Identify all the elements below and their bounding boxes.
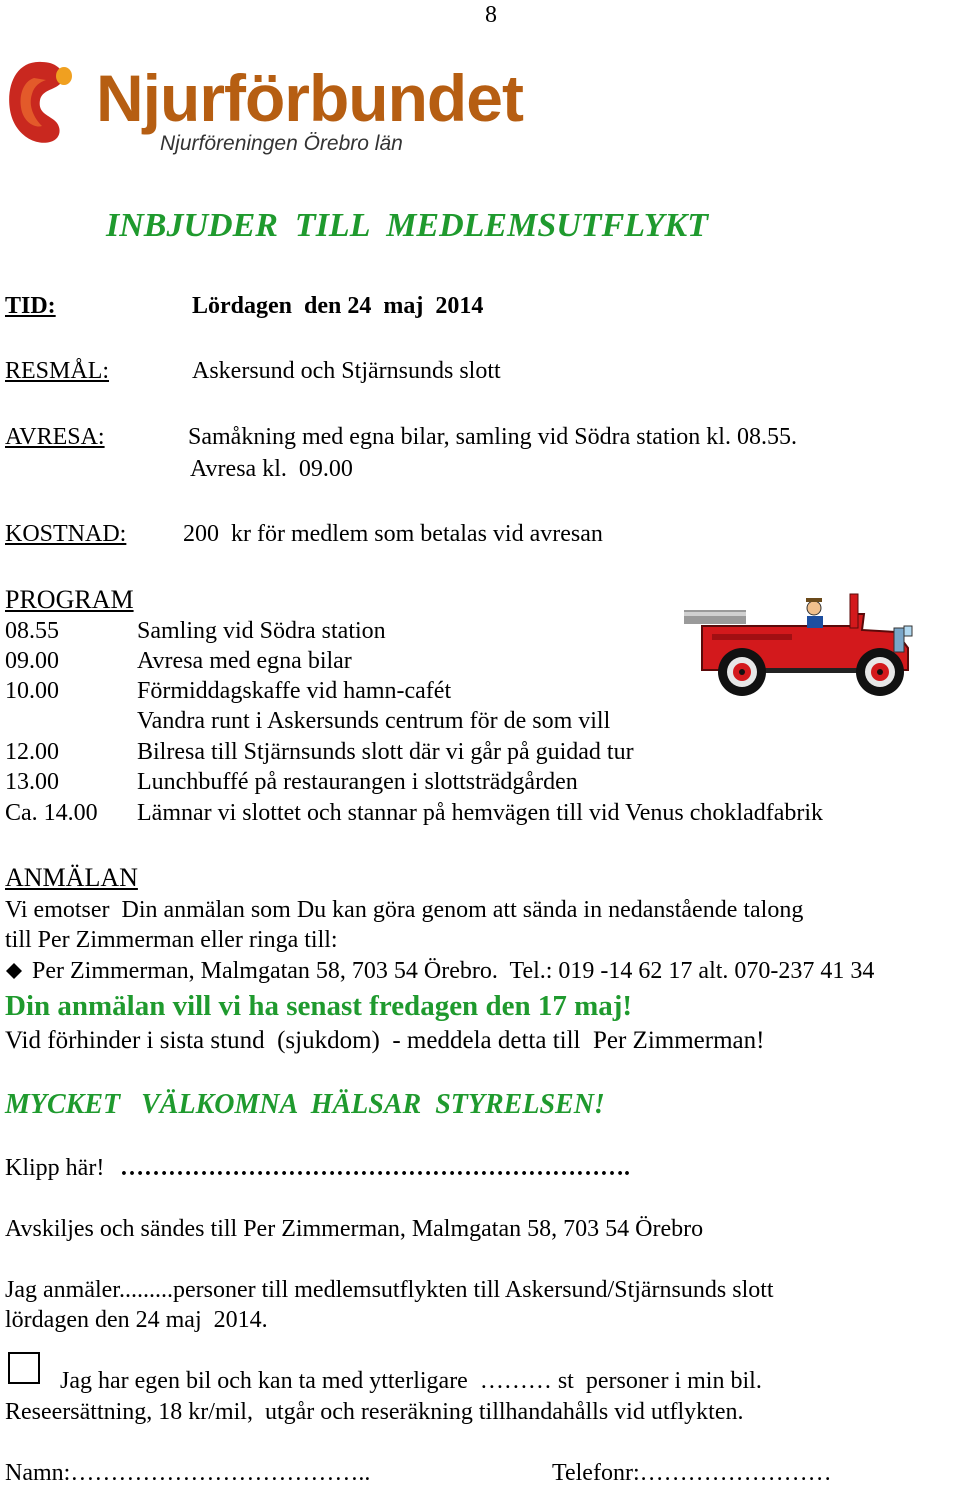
program-time: 08.55 (5, 618, 59, 644)
name-field[interactable]: Namn:……………………………….. (5, 1460, 371, 1486)
greeting: MYCKET VÄLKOMNA HÄLSAR STYRELSEN! (5, 1089, 605, 1120)
program-text: Lämnar vi slottet och stannar på hemvägen till vid Venus chokladfabrik (137, 800, 824, 826)
list-item (0, 767, 720, 797)
program-title: PROGRAM (5, 585, 134, 614)
signup-line2: lördagen den 24 maj 2014. (5, 1307, 268, 1333)
program-text: Samling vid Södra station (137, 618, 386, 644)
cut-line: ………………………………………………………. (120, 1155, 630, 1181)
list-item (0, 798, 950, 828)
kostnad-label: KOSTNAD: (5, 521, 127, 547)
compensation-line: Reseersättning, 18 kr/mil, utgår och reseräkning tillhandahålls vid utflykten. (5, 1399, 744, 1425)
resmal-label: RESMÅL: (5, 358, 110, 384)
own-car-checkbox[interactable] (8, 1352, 40, 1384)
list-item (0, 616, 700, 646)
anmalan-title: ANMÄLAN (5, 863, 138, 892)
deadline-notice: Din anmälan vill vi ha senast fredagen den 17 maj! (5, 990, 633, 1022)
program-text: Lunchbuffé på restaurangen i slottsträdgården (137, 769, 578, 795)
resmal-value: Askersund och Stjärnsunds slott (192, 358, 501, 384)
page-number: 8 (485, 2, 497, 28)
kidney-logo-icon (4, 56, 84, 148)
avresa-line2: Avresa kl. 09.00 (190, 456, 353, 482)
list-item (0, 676, 700, 706)
program-text: Bilresa till Stjärnsunds slott där vi går på guidad tur (137, 739, 634, 765)
send-to-address: Avskiljes och sändes till Per Zimmerman, Malmgatan 58, 703 54 Örebro (5, 1216, 704, 1242)
tid-label: TID: (5, 293, 56, 319)
program-time: 12.00 (5, 739, 59, 765)
anmalan-line1: Vi emotser Din anmälan som Du kan göra genom att sända in nedanstående talong (5, 897, 804, 923)
logo-subtitle: Njurföreningen Örebro län (160, 132, 403, 155)
program-time: Ca. 14.00 (5, 800, 98, 826)
avresa-line1: Samåkning med egna bilar, samling vid Södra station kl. 08.55. (188, 424, 797, 450)
cancellation-notice: Vid förhinder i sista stund (sjukdom) - meddela detta till Per Zimmerman! (5, 1027, 765, 1054)
program-text: Avresa med egna bilar (137, 648, 352, 674)
own-car-line: Jag har egen bil och kan ta med ytterligare ……… st personer i min bil. (60, 1368, 762, 1394)
cut-label: Klipp här! (5, 1155, 105, 1181)
contact-line: Per Zimmerman, Malmgatan 58, 703 54 Örebro. Tel.: 019 -14 62 17 alt. 070-237 41 34 (32, 958, 875, 984)
program-time: 09.00 (5, 648, 59, 674)
list-item (0, 646, 700, 676)
program-time: 10.00 (5, 678, 59, 704)
signup-line1: Jag anmäler.........personer till medlemsutflykten till Askersund/Stjärnsunds slott (5, 1277, 774, 1303)
avresa-label: AVRESA: (5, 424, 105, 450)
list-item (0, 737, 720, 767)
vintage-car-icon (682, 590, 952, 700)
list-item (0, 706, 700, 736)
kostnad-value: 200 kr för medlem som betalas vid avresan (183, 521, 603, 547)
tid-value: Lördagen den 24 maj 2014 (192, 293, 484, 319)
diamond-bullet-icon (6, 963, 22, 979)
logo-wordmark: Njurförbundet (96, 61, 523, 135)
anmalan-line2: till Per Zimmerman eller ringa till: (5, 927, 338, 953)
page-title: INBJUDER TILL MEDLEMSUTFLYKT (106, 207, 708, 244)
program-text: Förmiddagskaffe vid hamn-cafét (137, 678, 452, 704)
program-text: Vandra runt i Askersunds centrum för de som vill (137, 708, 611, 734)
phone-field[interactable]: Telefonr:…………………… (552, 1460, 832, 1486)
program-time: 13.00 (5, 769, 59, 795)
